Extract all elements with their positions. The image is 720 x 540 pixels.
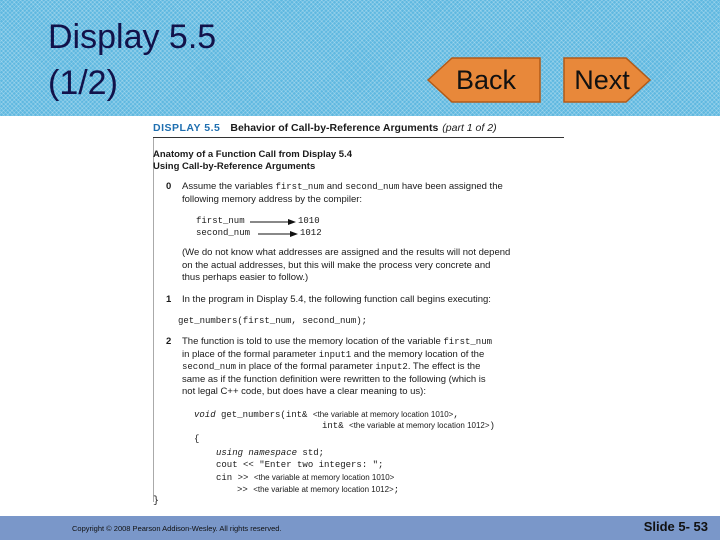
slide-title — [48, 14, 216, 106]
code-line-7 — [237, 484, 399, 496]
step-2-text — [182, 336, 572, 399]
display-part: (part 1 of 2) — [442, 122, 497, 134]
step-0-note-3: thus perhaps easier to follow.) — [182, 272, 309, 283]
memory-address-2: 1012 — [300, 228, 322, 238]
code-annotation: <the variable at memory location 1012> — [349, 421, 490, 430]
step-2-line-1: The function is told to use the memory location of the variable — [182, 336, 444, 347]
code-keyword: using namespace — [216, 448, 298, 458]
copyright-text: Copyright © 2008 Pearson Addison-Wesley. All rights reserved. — [72, 524, 282, 533]
code-text: int& — [322, 421, 350, 431]
display-heading — [153, 122, 564, 134]
step-0-var-a: first_num — [275, 182, 325, 192]
code-text: get_numbers(int& — [215, 410, 313, 420]
slide-title-line-2: (1/2) — [48, 64, 118, 102]
code-text: ; — [393, 485, 400, 495]
code-line-8: } — [153, 496, 160, 507]
display-number: DISPLAY 5.5 — [153, 122, 221, 134]
slide-number: Slide 5- 53 — [643, 519, 708, 534]
anatomy-heading — [153, 149, 352, 173]
code-text: >> — [237, 485, 254, 495]
footer-bar — [0, 516, 720, 540]
code-line-2 — [322, 420, 495, 432]
code-annotation: <the variable at memory location 1012> — [253, 485, 394, 494]
anatomy-line-1: Anatomy of a Function Call from Display 5.4 — [153, 149, 353, 160]
step-2-line-2-end: and the memory location of the — [351, 348, 485, 360]
next-button[interactable] — [562, 56, 652, 104]
code-keyword: void — [194, 410, 216, 420]
step-2-line-4: same as if the function definition were rewritten to the following (which is — [182, 373, 486, 385]
memory-var-2: second_num — [196, 228, 251, 238]
step-1-code: get_numbers(first_num, second_num); — [178, 316, 368, 326]
side-rule — [153, 138, 154, 502]
memory-var-1: first_num — [196, 216, 245, 226]
step-0-text-line-2: following memory address by the compiler: — [182, 193, 363, 205]
step-1-text: In the program in Display 5.4, the following function call begins executing: — [182, 294, 491, 305]
step-2-line-3: in place of the formal parameter — [236, 361, 376, 372]
anatomy-line-2: Using Call-by-Reference Arguments — [153, 161, 316, 172]
back-button-label: Back — [455, 64, 517, 95]
code-text: std; — [297, 448, 325, 458]
step-0-note-2: on the actual addresses, but this will make the process very concrete and — [182, 259, 491, 271]
step-0-text-c: have been assigned the — [399, 181, 503, 192]
step-2-line-2: in place of the formal parameter — [182, 348, 319, 360]
heading-rule — [153, 137, 564, 138]
step-2-line-1-var: first_num — [443, 337, 492, 347]
code-annotation: <the variable at memory location 1010> — [253, 473, 395, 482]
code-text: , — [453, 410, 459, 420]
step-2-line-3-end: . The effect is the — [407, 361, 481, 372]
step-0-text-b: and — [324, 181, 346, 192]
memory-address-1: 1010 — [298, 216, 320, 226]
step-2-line-5: not legal C++ code, but does have a clear meaning to us): — [182, 386, 426, 397]
code-line-3: { — [194, 434, 200, 444]
arrow-right-icon — [250, 218, 296, 226]
display-title: Behavior of Call-by-Reference Arguments — [230, 122, 439, 134]
back-button[interactable] — [426, 56, 542, 104]
step-2-number: 2 — [166, 336, 172, 347]
arrow-right-icon — [258, 230, 298, 238]
step-2-line-2-var: input1 — [318, 349, 352, 360]
textbook-display — [150, 118, 570, 516]
step-0-note — [182, 247, 572, 285]
step-0-note-1: (We do not know what addresses are assigned and the results will not depend — [182, 247, 511, 258]
step-2-line-3-var: second_num — [182, 362, 237, 372]
step-0-var-b: second_num — [345, 182, 400, 192]
next-button-label: Next — [574, 64, 630, 95]
code-line-5: cout << "Enter two integers: "; — [216, 460, 384, 470]
step-2-line-3-var-2: input2 — [375, 362, 408, 372]
step-0-text — [182, 181, 572, 206]
slide-title-line-1: Display 5.5 — [48, 18, 217, 56]
step-0-text-a: Assume the variables — [182, 181, 276, 192]
step-1-number: 1 — [166, 294, 172, 305]
code-line-6 — [216, 472, 394, 484]
code-line-4 — [216, 448, 324, 459]
step-0-number: 0 — [166, 181, 172, 192]
code-annotation: <the variable at memory location 1010> — [312, 410, 454, 419]
code-text: cin >> — [216, 473, 254, 483]
code-text: ) — [489, 421, 495, 431]
